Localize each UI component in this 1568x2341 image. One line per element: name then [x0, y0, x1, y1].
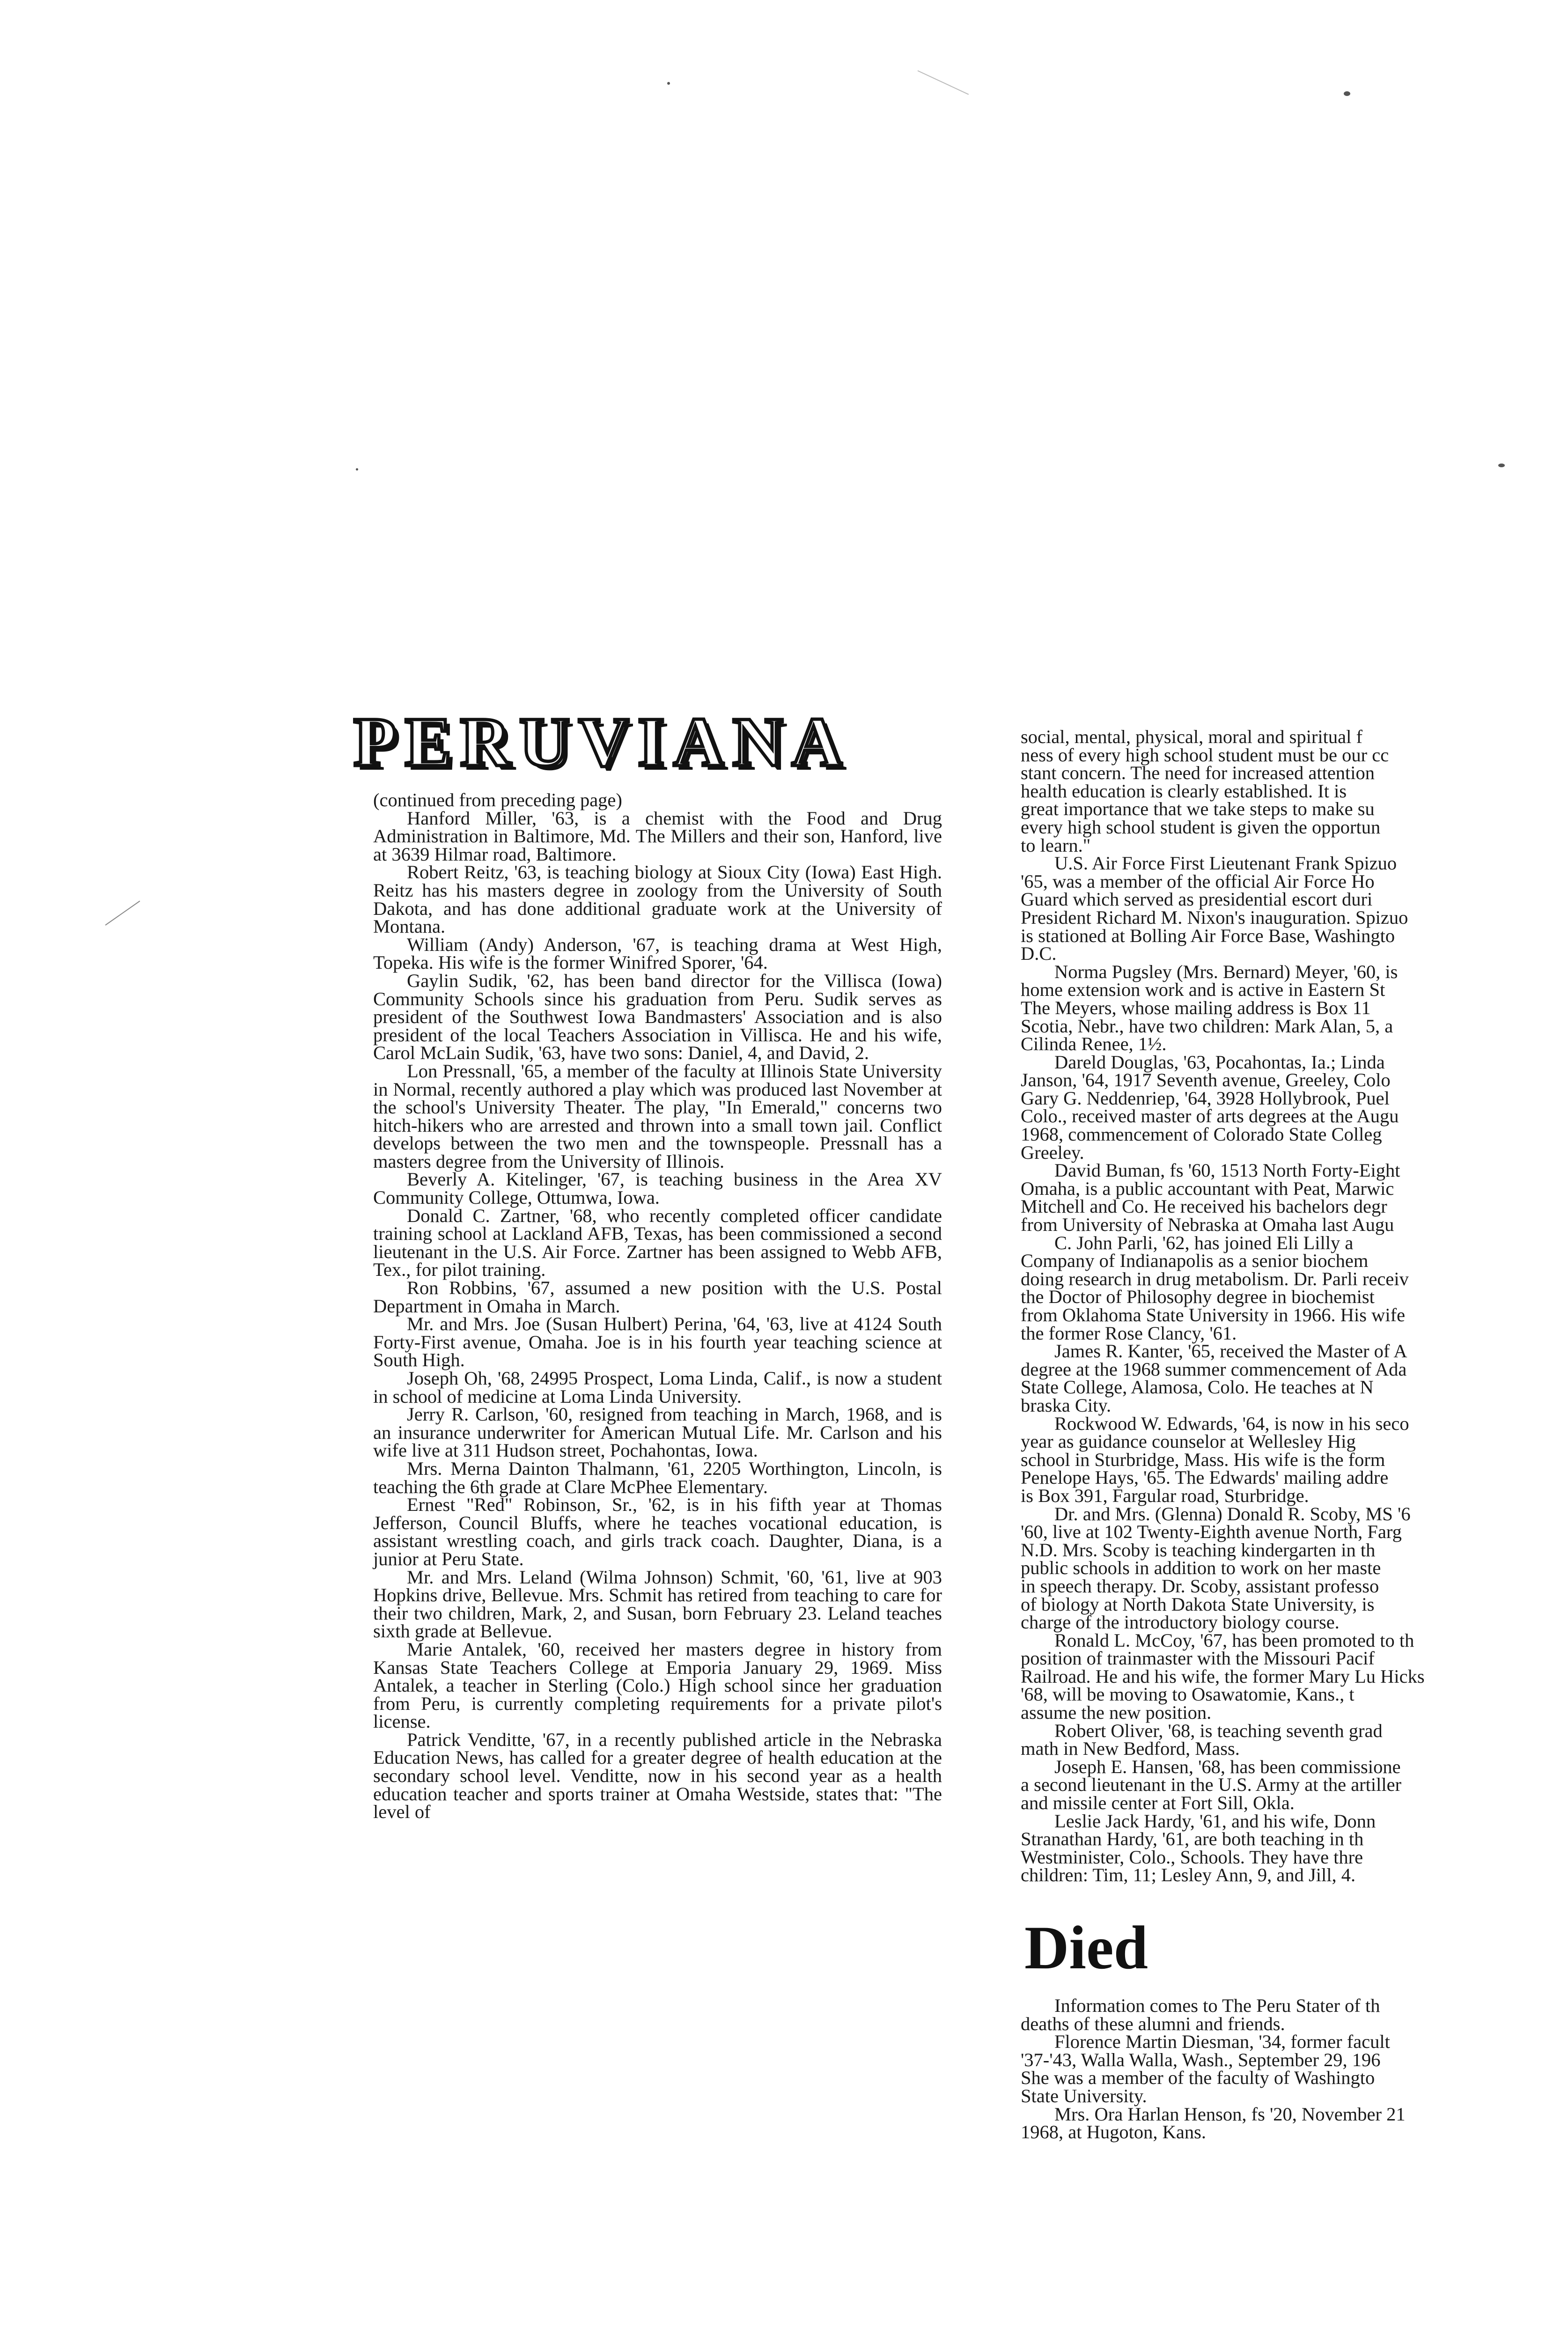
paragraph: Robert Oliver, '68, is teaching seventh grad	[1054, 1720, 1383, 1741]
paragraph: to learn."	[1021, 834, 1091, 856]
paragraph: Gary G. Neddenriep, '64, 3928 Hollybrook, Puel	[1021, 1087, 1390, 1109]
paragraph: President Richard M. Nixon's inauguration. Spizuo	[1021, 906, 1408, 928]
scan-speck	[667, 82, 670, 85]
left-column	[373, 791, 942, 1821]
scan-speck	[1498, 464, 1505, 467]
paragraph: Dareld Douglas, '63, Pocahontas, Ia.; Linda	[1054, 1051, 1385, 1073]
paragraph: David Buman, fs '60, 1513 North Forty-Eight	[1054, 1160, 1400, 1181]
paragraph: Hanford Miller, '63, is a chemist with the Food and Drug Administration in Baltimore, Md. The Millers and their son, Hanford, live at 3639 Hilmar road, Baltimore.	[373, 807, 942, 865]
paragraph: Stranathan Hardy, '61, are both teaching in th	[1021, 1828, 1364, 1850]
paragraph: '68, will be moving to Osawatomie, Kans., t	[1021, 1684, 1355, 1705]
paragraph: Dr. and Mrs. (Glenna) Donald R. Scoby, MS '6	[1054, 1503, 1411, 1524]
paragraph: Lon Pressnall, '65, a member of the faculty at Illinois State University in Normal, recently authored a play which was produced last November at the school's University Theater. The play, "In Emerald," concerns two hitch-hikers who are arrested and thrown into a small town jail. Conflict develops between the two men and the townspeople. Pressnall has a masters degree from the University of Illinois.	[373, 1060, 942, 1172]
paragraph: N.D. Mrs. Scoby is teaching kindergarten in th	[1021, 1539, 1376, 1561]
paragraph: C. John Parli, '62, has joined Eli Lilly a	[1054, 1232, 1354, 1253]
paragraph: Leslie Jack Hardy, '61, and his wife, Donn	[1054, 1810, 1376, 1832]
died-heading: Died	[1024, 1913, 1148, 1982]
paragraph: '60, live at 102 Twenty-Eighth avenue North, Farg	[1021, 1521, 1402, 1543]
paragraph: Ernest "Red" Robinson, Sr., '62, is in his fifth year at Thomas Jefferson, Council Bluffs, where he teaches vocational education, is assistant wrestling coach, and girls track coach. Daughter, Diana, is a junior at Peru State.	[373, 1494, 942, 1569]
scan-speck	[356, 468, 358, 471]
paragraph: social, mental, physical, moral and spiritual f	[1021, 728, 1362, 747]
paragraph: Ron Robbins, '67, assumed a new position with the U.S. Postal Department in Omaha in March.	[373, 1277, 942, 1317]
paragraph: William (Andy) Anderson, '67, is teaching drama at West High, Topeka. His wife is the former Winifred Sporer, '64.	[373, 934, 942, 973]
paragraph: Rockwood W. Edwards, '64, is now in his seco	[1054, 1413, 1409, 1434]
paragraph: State University.	[1021, 2085, 1147, 2106]
paragraph: The Meyers, whose mailing address is Box 11	[1021, 997, 1371, 1018]
paragraph: Mitchell and Co. He received his bachelors degr	[1021, 1196, 1387, 1217]
paragraph: (continued from preceding page)	[373, 789, 622, 810]
paragraph: Joseph Oh, '68, 24995 Prospect, Loma Linda, Calif., is now a student in school of medicine at Loma Linda University.	[373, 1368, 942, 1407]
died-entries	[1021, 1997, 1568, 2142]
paragraph: ness of every high school student must be our cc	[1021, 744, 1389, 766]
paragraph: degree at the 1968 summer commencement of Ada	[1021, 1358, 1407, 1380]
paragraph: math in New Bedford, Mass.	[1021, 1738, 1240, 1759]
paragraph: '37-'43, Walla Walla, Wash., September 29, 196	[1021, 2049, 1381, 2070]
paragraph: State College, Alamosa, Colo. He teaches at N	[1021, 1377, 1374, 1398]
paragraph: stant concern. The need for increased attention	[1021, 762, 1375, 784]
paragraph: Janson, '64, 1917 Seventh avenue, Greeley, Colo	[1021, 1069, 1391, 1091]
paragraph: Guard which served as presidential escort duri	[1021, 889, 1373, 910]
paragraph: '65, was a member of the official Air Force Ho	[1021, 870, 1375, 892]
paragraph: Colo., received master of arts degrees at the Augu	[1021, 1105, 1399, 1127]
paragraph: Company of Indianapolis as a senior biochem	[1021, 1250, 1369, 1272]
scan-scratch	[105, 901, 140, 926]
scan-scratch	[918, 70, 969, 95]
paragraph: school in Sturbridge, Mass. His wife is the form	[1021, 1449, 1385, 1470]
paragraph: Ronald L. McCoy, '67, has been promoted to th	[1054, 1629, 1414, 1651]
paragraph: health education is clearly established. It is	[1021, 780, 1347, 802]
paragraph: Norma Pugsley (Mrs. Bernard) Meyer, '60, is	[1054, 961, 1398, 982]
paragraph: 1968, at Hugoton, Kans.	[1021, 2121, 1206, 2143]
paragraph: year as guidance counselor at Wellesley Hig	[1021, 1431, 1356, 1452]
paragraph: of biology at North Dakota State University, is	[1021, 1593, 1375, 1615]
paragraph: position of trainmaster with the Missouri Pacif	[1021, 1648, 1375, 1669]
paragraph: public schools in addition to work on her maste	[1021, 1557, 1381, 1579]
paragraph: Joseph E. Hansen, '68, has been commissione	[1054, 1756, 1401, 1777]
paragraph: Greeley.	[1021, 1141, 1084, 1163]
paragraph: Information comes to The Peru Stater of th	[1054, 1995, 1380, 2016]
paragraph: the Doctor of Philosophy degree in biochemist	[1021, 1286, 1375, 1308]
paragraph: charge of the introductory biology course.	[1021, 1612, 1340, 1633]
paragraph: Mr. and Mrs. Leland (Wilma Johnson) Schmit, '60, '61, live at 903 Hopkins drive, Bellevue. Mrs. Schmit has retired from teaching to care for their two children, Mark, 2, and Susan, born February 23. Leland teaches sixth grade at Bellevue.	[373, 1566, 942, 1642]
paragraph: D.C.	[1021, 943, 1057, 964]
paragraph: the former Rose Clancy, '61.	[1021, 1322, 1237, 1344]
paragraph: is stationed at Bolling Air Force Base, Washingto	[1021, 925, 1395, 946]
paragraph: Marie Antalek, '60, received her masters degree in history from Kansas State Teachers College at Emporia January 29, 1969. Miss Antalek, a teacher in Sterling (Colo.) High school since her graduation from Peru, is currently completing requirements for a private pilot's license.	[373, 1638, 942, 1732]
paragraph: Mrs. Merna Dainton Thalmann, '61, 2205 Worthington, Lincoln, is teaching the 6th grade at Clare McPhee Elementary.	[373, 1458, 942, 1497]
paragraph: 1968, commencement of Colorado State Colleg	[1021, 1124, 1382, 1145]
paragraph: Scotia, Nebr., have two children: Mark Alan, 5, a	[1021, 1015, 1393, 1037]
paragraph: Cilinda Renee, 1½.	[1021, 1033, 1167, 1055]
paragraph: Jerry R. Carlson, '60, resigned from teaching in March, 1968, and is an insurance underwriter for American Mutual Life. Mr. Carlson and his wife live at 311 Hudson street, Pochahontas, Iowa.	[373, 1404, 942, 1461]
masthead-title: PERUVIANA	[353, 703, 851, 781]
paragraph: every high school student is given the opportun	[1021, 816, 1381, 838]
paragraph: Florence Martin Diesman, '34, former facult	[1054, 2031, 1390, 2053]
paragraph: Mr. and Mrs. Joe (Susan Hulbert) Perina, '64, '63, live at 4124 South Forty-First avenue, Omaha. Joe is in his fourth year teaching science at South High.	[373, 1313, 942, 1371]
right-column	[1021, 728, 1568, 2273]
paragraph: Railroad. He and his wife, the former Mary Lu Hicks	[1021, 1665, 1425, 1687]
paragraph: Robert Reitz, '63, is teaching biology at Sioux City (Iowa) East High. Reitz has his masters degree in zoology from the University of South Dakota, and has done additional graduate work at the University of Montana.	[373, 861, 942, 937]
paragraph: from Oklahoma State University in 1966. His wife	[1021, 1304, 1406, 1325]
paragraph: Omaha, is a public accountant with Peat, Marwic	[1021, 1178, 1394, 1199]
paragraph: deaths of these alumni and friends.	[1021, 2013, 1285, 2034]
paragraph: and missile center at Fort Sill, Okla.	[1021, 1792, 1295, 1814]
paragraph: in speech therapy. Dr. Scoby, assistant professo	[1021, 1575, 1379, 1597]
paragraph: Patrick Venditte, '67, in a recently published article in the Nebraska Education News, has called for a greater degree of health education at the secondary school level. Venditte, now in his second year as a health education teacher and sports trainer at Omaha Westside, states that: "The level of	[373, 1729, 942, 1823]
paragraph: braska City.	[1021, 1394, 1112, 1416]
paragraph: Westminister, Colo., Schools. They have thre	[1021, 1846, 1363, 1868]
paragraph: Donald C. Zartner, '68, who recently completed officer candidate training school at Lackland AFB, Texas, has been commissioned a second lieutenant in the U.S. Air Force. Zartner has been assigned to Webb AFB, Tex., for pilot training.	[373, 1205, 942, 1281]
paragraph: U.S. Air Force First Lieutenant Frank Spizuo	[1054, 853, 1397, 874]
paragraph: Beverly A. Kitelinger, '67, is teaching business in the Area XV Community College, Ottumwa, Iowa.	[373, 1169, 942, 1208]
paragraph: a second lieutenant in the U.S. Army at the artiller	[1021, 1774, 1402, 1796]
paragraph: Mrs. Ora Harlan Henson, fs '20, November 21	[1054, 2103, 1406, 2125]
paragraph: assume the new position.	[1021, 1702, 1212, 1723]
scan-speck	[1344, 91, 1350, 96]
paragraph: home extension work and is active in Eastern St	[1021, 979, 1385, 1001]
paragraph: Penelope Hays, '65. The Edwards' mailing addre	[1021, 1467, 1389, 1488]
paragraph: Gaylin Sudik, '62, has been band director for the Villisca (Iowa) Community Schools since his graduation from Peru. Sudik serves as president of the Southwest Iowa Bandmasters' Association and is also president of the local Teachers Association in Villisca. He and his wife, Carol McLain Sudik, '63, have two sons: Daniel, 4, and David, 2.	[373, 970, 942, 1064]
paragraph: doing research in drug metabolism. Dr. Parli receiv	[1021, 1268, 1409, 1289]
paragraph: James R. Kanter, '65, received the Master of A	[1054, 1340, 1407, 1362]
paragraph: is Box 391, Fargular road, Sturbridge.	[1021, 1485, 1309, 1506]
paragraph: She was a member of the faculty of Washingto	[1021, 2067, 1375, 2089]
right-column-text	[1021, 728, 1568, 1885]
paragraph: children: Tim, 11; Lesley Ann, 9, and Jill, 4.	[1021, 1864, 1356, 1886]
paragraph: from University of Nebraska at Omaha last Augu	[1021, 1214, 1394, 1236]
paragraph: great importance that we take steps to make su	[1021, 798, 1375, 820]
